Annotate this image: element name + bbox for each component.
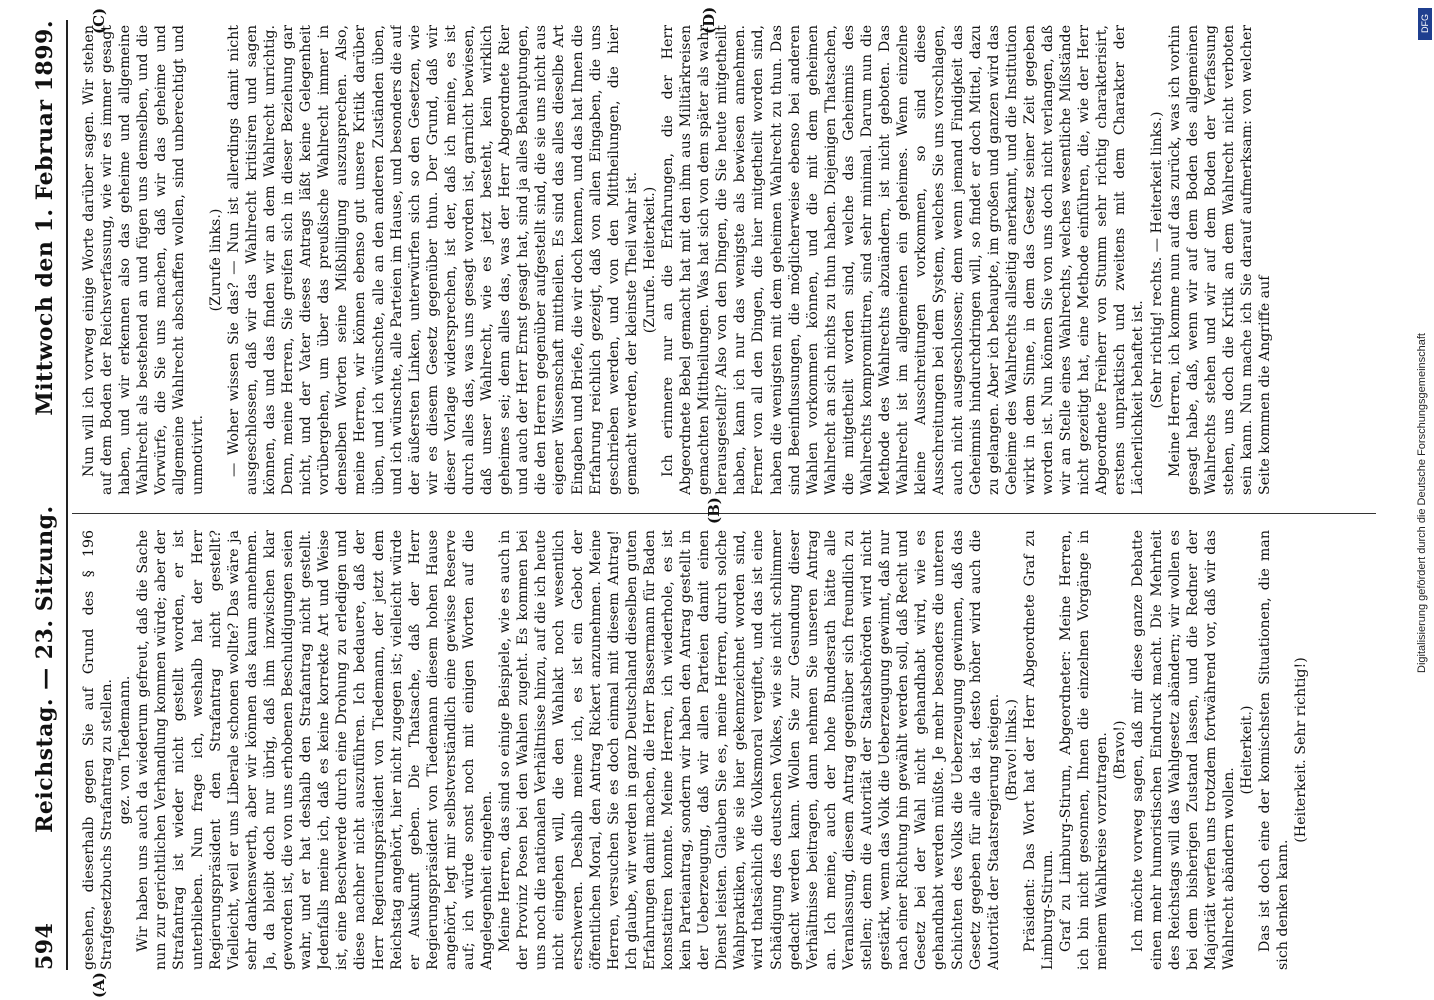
- dfg-logo-badge: DFG: [1418, 8, 1432, 40]
- left-column: [80, 530, 1380, 970]
- paragraph: Ich erinnere nur an die Erfahrungen, die der Herr Abgeordnete Bebel gemacht hat mit den ihm aus Militärkreisen gemachten Mittheilungen. Was hat sich von dem später als wahr herausgestellt? Also von den Dingen, die Sie heute mitgetheilt haben, kann ich nur das wenigste als bewiesen annehmen. Ferner von all den Dingen, die hier mitgetheilt worden sind, haben die wenigsten mit dem geheimen Wahlrecht zu thun. Das sind Beeinflussungen, die möglicherweise ebenso bei anderen Wahlen vorkommen können, und die mit dem geheimen Wahlrecht an sich nichts zu thun haben. Diejenigen Thatsachen, die mitgetheilt worden sind, welche das Geheimnis des Wahlrechts kompromittiren, sind sehr minimal. Darum nun die Methode des Wahlrechts abzuändern, ist nicht geboten. Das Wahlrecht ist im allgemeinen ein geheimes. Wenn einzelne kleine Ausschreitungen vorkommen, so sind diese Ausschreitungen bei dem System, welches Sie uns vorschlagen, auch nicht ausgeschlossen; denn wenn jemand Findigkeit das Geheimnis hindurchdringen will, so findet er doch Mittel, dazu zu gelangen. Aber ich behaupte, im großen und ganzen wird das Geheime des Wahlrechts allseitig anerkannt, und die Institution wirkt in dem Sinne, in dem das Gesetz seiner Zeit gegeben worden ist. Nun können Sie von uns doch nicht verlangen, daß wir an Stelle eines Wahlrechts, welches wesentliche Mißstände nicht gezeitigt hat, eine Methode einführen, die, wie der Herr Abgeordnete Freiherr von Stumm sehr richtig charakterisirt, erstens unpraktisch und zweitens mit dem Charakter der Lächerlichkeit behaftet ist.: [660, 25, 1147, 495]
- session-title: Reichstag. — 23. Sitzung.: [32, 505, 58, 833]
- session-date: Mittwoch den 1. Februar 1899.: [32, 20, 58, 416]
- interjection: (Bravo!): [1112, 720, 1129, 780]
- paragraph: — Woher wissen Sie das? — Nun ist allerdings damit nicht ausgeschlossen, daß wir das Wahlrecht kritisiren und sagen können, das und das finden wir an dem Wahlrecht unrichtig. Denn, meine Herren, Sie greifen sich in dieser Beziehung gar nicht, und der Vater dieses Antrags läßt keine Gelegenheit vorübergehen, um über das preußische Wahlrecht immer in denselben Worten seine Mißbilligung auszusprechen. Also, meine Herren, wir können ebenso gut unsere Kritik darüber üben, und ich wünschte, alle an den anderen Zuständen üben, und ich wünschte, alle Parteien im Hause, und besonders die auf der äußersten Linken, unterwürfen sich so den Gesetzen, wie wir es diesem Gesetz gegenüber thun. Der Grund, daß wir dieser Vorlage widersprechen, ist der, daß ich meine, es ist durch alles das, was uns gesagt worden ist, garnicht bewiesen, daß unser Wahlrecht, wie es jetzt besteht, kein wirklich geheimes sei; denn alles das, was der Herr Abgeordnete Rier und auch der Herr Ernst gesagt hat, sind ja alles Behauptungen, die den Herren gegenüber aufgestellt sind, die sie uns nicht aus eigener Wissenschaft mittheilen. Es sind das alles dieselbe Art Eingaben und Briefe, die wir doch kennen, und das hat Ihnen die Erfahrung reichlich gezeigt, daß von allen Eingaben, die uns geschrieben werden, und von den Mittheilungen, die hier gemacht werden, der kleinste Theil wahr ist.: [225, 25, 640, 495]
- paragraph: Meine Herren, ich komme nun auf das zurück, was ich vorhin gesagt habe, daß, wenn wir auf dem Boden des allgemeinen Wahlrechts stehen und wir auf dem Boden der Verfassung stehen, uns doch die Kritik an dem Wahlrecht nicht verboten sein kann. Nun mache ich Sie darauf aufmerksam: von welcher Seite kommen die Angriffe auf: [1166, 25, 1274, 495]
- paragraph: Meine Herren, das sind so einige Beispiele, wie es auch in der Provinz Posen bei den Wahlen zugeht. Es kommen bei uns noch die nationalen Verhältnisse hinzu, auf die ich heute nicht eingehen will, die den Wahlakt noch wesentlich erschweren. Deshalb meine ich, es ist ein Gebot der öffentlichen Moral, den Antrag Rickert anzunehmen. Meine Herren, versuchen Sie es doch einmal mit diesem Antrag! Ich glaube, wir werden in ganz Deutschland dieselben guten Erfahrungen damit machen, die Herr Bassermann für Baden konstatiren konnte. Meine Herren, ich wiederhole, es ist kein Parteiantrag, sondern wir haben den Antrag gestellt in der Ueberzeugung, daß wir allen Parteien damit einen Dienst leisten. Glauben Sie es, meine Herren, durch solche Wahlpraktiken, wie sie hier gekennzeichnet worden sind, wird thatsächlich die Volksmoral vergiftet, und das ist eine Schädigung des deutschen Volkes, wie sie nicht schlimmer gedacht werden kann. Wollen Sie zur Gesundung dieser Verhältnisse beitragen, dann nehmen Sie unseren Antrag an. Ich meine, auch der hohe Bundesrath hätte alle Veranlassung, diesem Antrag gegenüber sich freundlich zu stellen; denn die Autorität der Staatsbehörden wird nicht gestärkt, wenn das Volk die Ueberzeugung gewinnt, daß nur nach einer Richtung hin gewählt werden soll, daß Recht und Gesetz bei der Wahl nicht gehandhabt wird, wie es gehandhabt werden müßte. Je mehr besonders die unteren Schichten des Volks die Ueberzeugung gewinnen, daß das Gesetz gegeben für alle da ist, desto höher wird auch die Autorität der Staatsregierung steigen.: [497, 530, 1002, 970]
- paragraph: Nun will ich vorweg einige Worte darüber sagen. Wir stehen auf dem Boden der Reichsverfassung, wie wir es immer gesagt haben, und wir erkennen also das geheime und allgemeine Wahlrecht als bestehend an und fügen uns demselben, und die Vorwürfe, die Sie uns machen, daß wir das geheime und allgemeine Wahlrecht abschaffen wollen, sind unberechtigt und unmotivirt.: [81, 25, 206, 495]
- interjection: (Zurufe. Heiterkeit.): [641, 186, 658, 334]
- interjection: (Heiterkeit. Sehr richtig!): [1293, 657, 1310, 843]
- paragraph: Präsident: Das Wort hat der Herr Abgeordnete Graf zu Limburg-Stirum.: [1021, 530, 1056, 970]
- margin-marker-d: (D): [700, 6, 718, 34]
- paragraph: Graf zu Limburg-Stirum, Abgeordneter: Meine Herren, ich bin nicht gesonnen, Ihnen die einzelnen Vorgänge in meinem Wahlkreise vorzutragen.: [1058, 530, 1111, 970]
- margin-marker-c: (C): [90, 7, 108, 34]
- column-divider: [72, 513, 1376, 514]
- interjection: (Sehr richtig! rechts. — Heiterkeit links.): [1148, 111, 1165, 409]
- interjection: (Heiterkeit.): [1239, 705, 1255, 795]
- paragraph: gesehen, dieserhalb gegen Sie auf Grund des § 196 Strafgesetzbuchs Strafantrag zu stellen.: [81, 530, 116, 970]
- running-header: [28, 20, 62, 970]
- margin-marker-a: (A): [90, 972, 108, 998]
- paragraph: Wir haben uns auch da wiederum gefreut, daß die Sache nun zur gerichtlichen Verhandlung kommen würde; aber der Strafantrag ist wieder nicht gestellt worden, er ist unterblieben. Nun frage ich, weshalb hat der Herr Regierungspräsident den Strafantrag nicht gestellt? Vielleicht, weil er uns Liberale schonen wollte? Das wäre ja sehr dankenswerth, aber wir können das kaum annehmen. Ja, da bleibt doch nur übrig, daß ihm inzwischen klar geworden ist, die von uns erhobenen Beschuldigungen seien wahr, und er hat deshalb den Strafantrag nicht gestellt. Jedenfalls meine ich, daß es keine korrekte Art und Weise ist, eine Beschwerde durch eine Drohung zu erledigen und diese nachher nicht auszuführen. Ich bedauere, daß der Herr Regierungspräsident von Tiedemann, der jetzt dem Reichstag angehört, hier nicht zugegen ist; vielleicht würde er Auskunft geben. Die Thatsache, daß der Herr Regierungspräsident von Tiedemann diesem hohen Hause angehört, legt mir selbstverständlich eine gewisse Reserve auf; ich würde sonst noch mit einigen Worten auf die Angelegenheit eingehen.: [135, 530, 496, 970]
- paragraph: Das ist doch eine der komischsten Situationen, die man sich denken kann.: [1257, 530, 1292, 970]
- header-rule: [66, 20, 68, 970]
- interjection: (Zurufe links.): [207, 208, 224, 312]
- right-column: [80, 25, 1380, 495]
- page-number: 594: [32, 922, 58, 970]
- signature-line: gez. von Tiedemann.: [117, 675, 134, 825]
- digitization-credit: [1412, 8, 1432, 998]
- interjection: (Bravo! links.): [1003, 698, 1020, 802]
- paragraph: Ich möchte vorweg sagen, daß mir diese ganze Debatte einen mehr humoristischen Eindruck macht. Die Mehrheit des Reichstags will das Wahlgesetz abändern; wir wollen es bei dem bisherigen Zustand lassen, und die Redner der Majorität werfen uns trotzdem fortwährend vor, daß wir das Wahlrecht abändern wollen.: [1130, 530, 1237, 970]
- credit-text: Digitalisierung gefördert durch die Deutsche Forschungsgemeinschaft: [1416, 333, 1428, 673]
- margin-marker-b: (B): [705, 497, 723, 524]
